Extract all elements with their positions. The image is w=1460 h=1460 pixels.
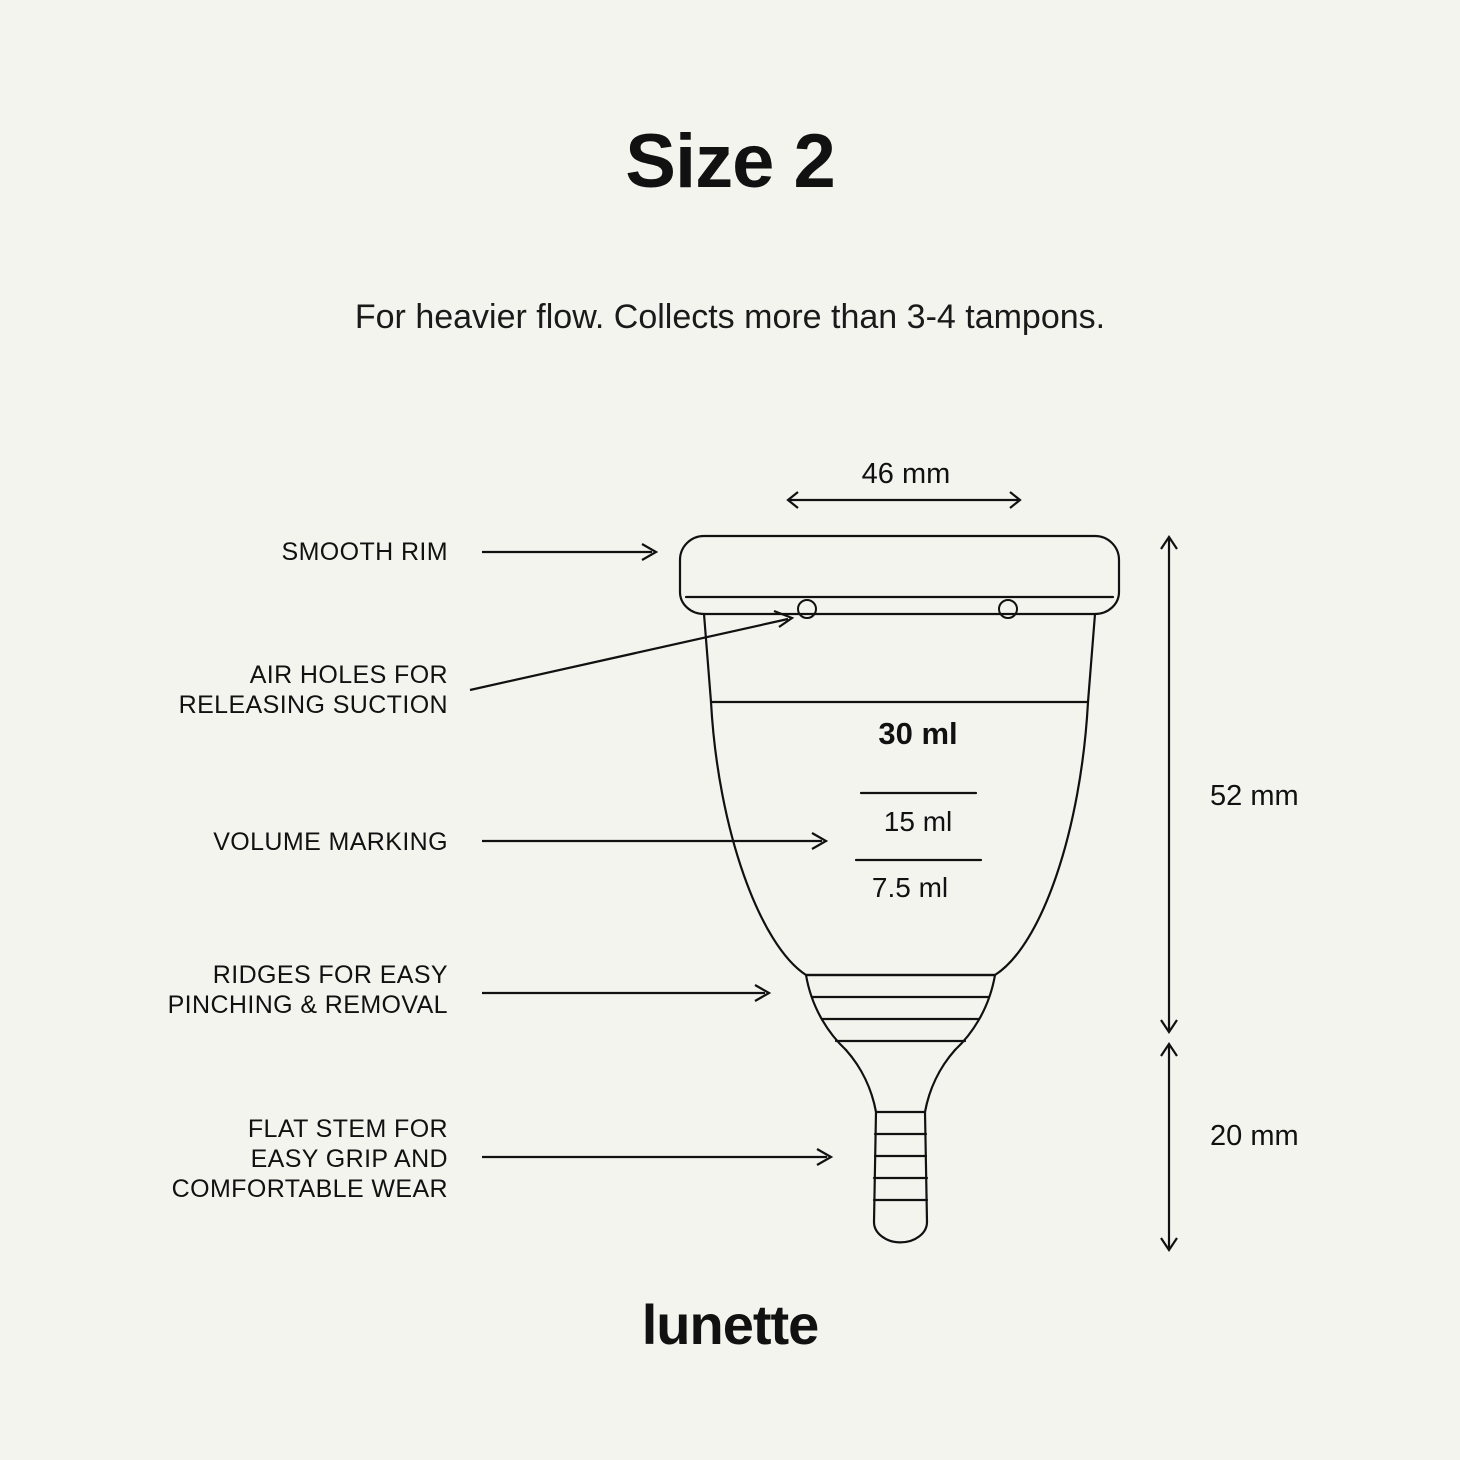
- callout-volume-marking: [213, 828, 826, 856]
- callout-flat-stem-label-line2: EASY GRIP AND: [250, 1145, 448, 1173]
- callout-flat-stem: [172, 1115, 831, 1203]
- volume-low-label: 7.5 ml: [871, 872, 949, 903]
- callout-volume-marking-label: VOLUME MARKING: [213, 828, 448, 856]
- dimension-stem-height-label: 20 mm: [1210, 1120, 1299, 1152]
- dimension-cup-height-label: 52 mm: [1210, 780, 1299, 812]
- dimension-width: [788, 458, 1020, 508]
- volume-capacity-label: 30 ml: [878, 716, 958, 751]
- callout-ridges-label-line1: RIDGES FOR EASY: [212, 961, 448, 989]
- page-subtitle: For heavier flow. Collects more than 3-4 tampons.: [354, 298, 1106, 336]
- callout-ridges: [168, 961, 769, 1019]
- page-title: Size 2: [625, 119, 835, 204]
- cup-stem: [874, 1112, 927, 1242]
- cup-ridges: [806, 975, 995, 1050]
- callout-ridges-label-line2: PINCHING & REMOVAL: [167, 991, 448, 1019]
- cup-upper-wall: [704, 614, 1095, 702]
- dimension-stem-height: [1161, 1044, 1299, 1250]
- dimension-width-label: 46 mm: [861, 458, 951, 490]
- cup-rim: [680, 536, 1119, 614]
- callout-flat-stem-label-line3: COMFORTABLE WEAR: [171, 1175, 448, 1203]
- callout-smooth-rim: [282, 538, 657, 566]
- air-hole-right-icon: [999, 600, 1017, 618]
- callout-flat-stem-label-line1: FLAT STEM FOR: [247, 1115, 448, 1143]
- callout-smooth-rim-label: SMOOTH RIM: [281, 538, 448, 566]
- volume-mid-label: 15 ml: [883, 806, 953, 837]
- callout-air-holes-label-line2: RELEASING SUCTION: [178, 691, 448, 719]
- air-hole-left-icon: [798, 600, 816, 618]
- dimension-cup-height: [1161, 537, 1299, 1032]
- callout-air-holes-label-line1: AIR HOLES FOR: [249, 661, 448, 689]
- callout-air-holes: [179, 611, 792, 719]
- brand-logo: lunette: [641, 1293, 819, 1356]
- cup-stem-taper: [846, 1050, 955, 1112]
